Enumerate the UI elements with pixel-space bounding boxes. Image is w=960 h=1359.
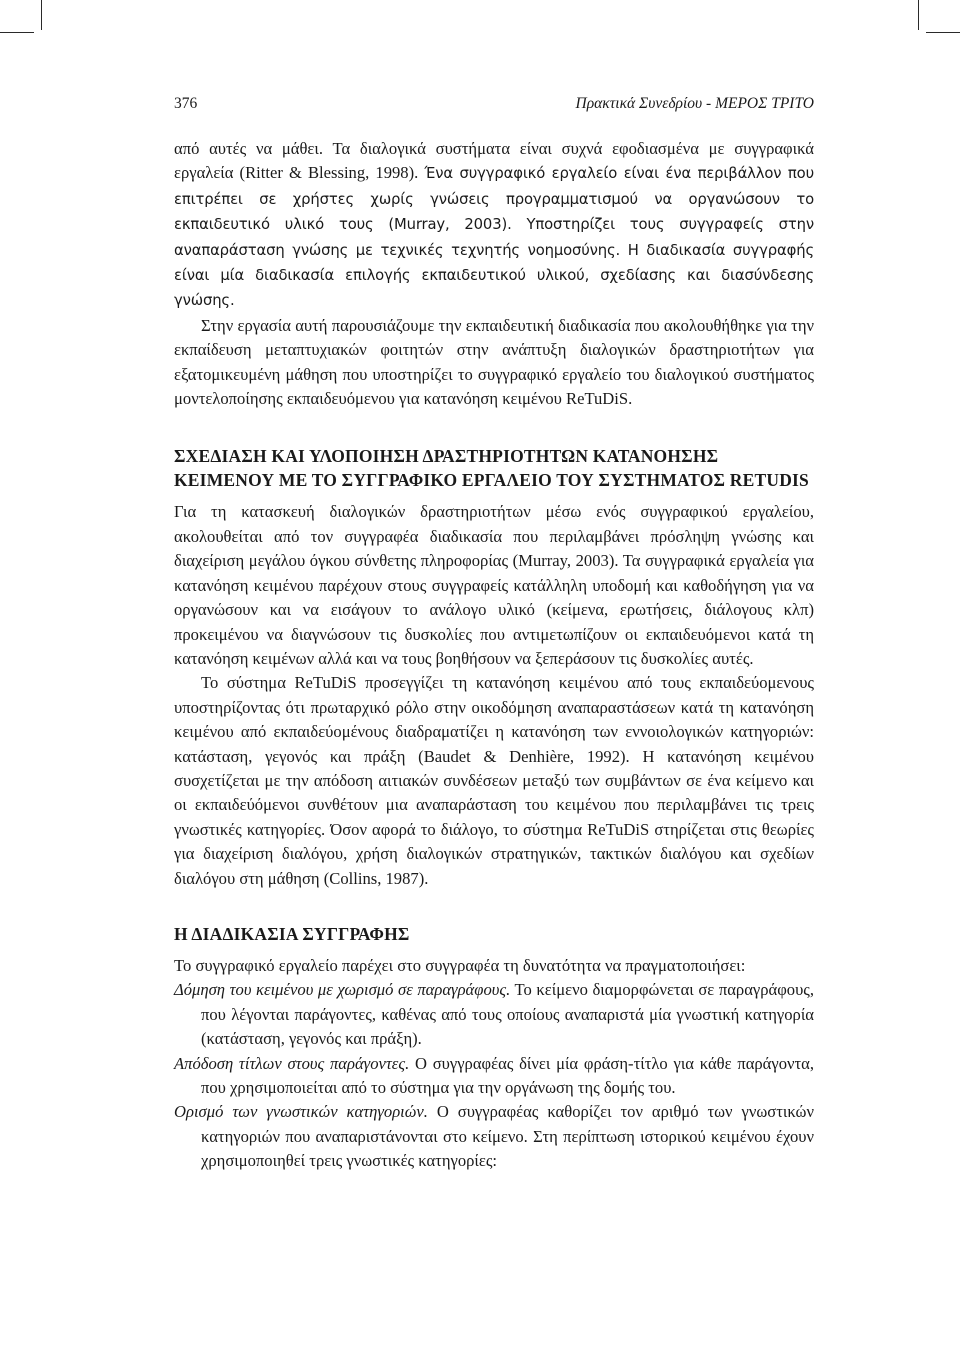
definition-text: Ο συγγραφέας καθορίζει τον αριθμό των γνωστικών κατηγοριών που αναπαριστάνονται στο κείμενο. Στη περίπτωση ιστορικού κειμένου έχουν χρησιμοποιηθεί τρεις γνωστικές κατηγορίες: <box>201 1102 814 1171</box>
page-number: 376 <box>174 95 198 112</box>
crop-mark-left-h <box>0 32 34 33</box>
definition-term: Απόδοση τίτλων στους παράγοντες. <box>174 1053 410 1073</box>
definition-item <box>174 1100 814 1173</box>
intro-paragraph-2: Στην εργασία αυτή παρουσιάζουμε την εκπαιδευτική διαδικασία που ακολουθήθηκε για την εκπαίδευση μεταπτυχιακών φοιτητών στην ανάπτυξη διαλογικών δραστηριοτήτων για εξατομικευμένη μάθηση που υποστηρίζει το συγγραφικό εργαλείο του διαλογικού συστήματος μοντελοποίησης εκπαιδευόμενου για κατανόηση κειμένου ReTuDiS. <box>174 315 814 409</box>
definition-term: Ορισμό των γνωστικών κατηγοριών. <box>174 1102 428 1122</box>
crop-mark-right-h <box>926 32 960 33</box>
page <box>174 92 814 1174</box>
section-title-authoring: Η ΔΙΑΔΙΚΑΣΙΑ ΣΥΓΓΡΑΦΗΣ <box>174 923 410 944</box>
authoring-intro: Το συγγραφικό εργαλείο παρέχει στο συγγραφέα τη δυνατότητα να πραγματοποιήσει: <box>174 955 746 975</box>
section-title-design: ΣΧΕΔΙΑΣΗ ΚΑΙ ΥΛΟΠΟΙΗΣΗ ΔΡΑΣΤΗΡΙΟΤΗΤΩΝ ΚΑΤΑΝΟΗΣΗΣ ΚΕΙΜΕΝΟΥ ΜΕ ΤΟ ΣΥΓΓΡΑΦΙΚΟ ΕΡΓΑΛΕΙΟ ΤΟΥ ΣΥΣΤΗΜΑΤΟΣ RETUDIS <box>174 446 809 491</box>
intro-text: από αυτές να μάθει. Τα διαλογικά συστήματα είναι συχνά εφοδιασμένα με συγγραφικά εργαλεία (Ritter & Blessing, 1998). <box>174 139 814 183</box>
definition-text: Το κείμενο διαμορφώνεται σε παραγράφους, που λέγονται παράγοντες, καθένας από τους οποίους αναπαριστά μία γνωστική κατηγορία (κατάσταση, γεγονός και πράξη). <box>201 980 815 1049</box>
crop-mark-left <box>41 0 42 30</box>
running-head <box>174 92 814 116</box>
journal-title: Πρακτικά Συνεδρίου - ΜΕΡΟΣ ΤΡΙΤΟ <box>575 95 814 112</box>
definition-item <box>174 978 814 1051</box>
body-text <box>174 137 814 1174</box>
definition-term: Δόμηση του κειμένου με χωρισμό σε παραγράφους. <box>174 980 511 1000</box>
design-paragraph-1: Για τη κατασκευή διαλογικών δραστηριοτήτων μέσω ενός συγγραφικού εργαλείου, ακολουθείται από τον συγγραφέα διαδικασία που περιλαμβάνει πρόσληψη γνώσης και διαχείριση μεγάλου όγκου σύνθετης πληροφορίας (Murray, 2003). Τα συγγραφικά εργαλεία για κατανόηση κειμένου παρέχουν στους συγγραφείς κατάλληλη υποδομή και καθοδήγηση για να οργανώσουν και να εισάγουν το ανάλογο υλικό (κείμενα, ερωτήσεις, διάλογους κλπ) προκειμένου να διαγνώσουν τις δυσκολίες που αντιμετωπίζουν οι εκπαιδευόμενοι κατά τη κατανόηση κειμένων αλλά και να τους βοηθήσουν να ξεπεράσουν τις δυσκολίες αυτές. <box>174 502 814 668</box>
definition-text: Ο συγγραφέας δίνει μία φράση-τίτλο για κάθε παράγοντα, που χρησιμοποιείται από το σύστημα για την οργάνωση της δομής του. <box>201 1053 815 1097</box>
intro-paragraph-1 <box>174 137 814 314</box>
definition-item <box>174 1052 814 1101</box>
intro-sans-text: Ένα συγγραφικό εργαλείο είναι ένα περιβάλλον που επιτρέπει σε χρήστες χωρίς γνώσεις προγραμματισμού να οργανώσουν το εκπαιδευτικό υλικό τους (Murray, 2003). Υποστηρίζει τους συγγραφείς στην αναπαράσταση γνώσης με τεχνικές τεχνητής νοημοσύνης. Η διαδικασία συγγραφής είναι μία διαδικασία επιλογής εκπαιδευτικού υλικού, σχεδίασης και διασύνδεσης γνώσης. <box>174 165 814 310</box>
crop-mark-right <box>918 0 919 30</box>
design-paragraph-2: Το σύστημα ReTuDiS προσεγγίζει τη κατανόηση κειμένου από τους εκπαιδεύομενους υποστηρίζοντας ότι πρωταρχικό ρόλο στην οικοδόμηση αναπαραστάσεων κατά τη κατανόηση κειμένου από εκπαιδεύομένους διαδραματίζει η κατανόηση των εννοιολογικών κατηγοριών: κατάσταση, γεγονός και πράξη (Baudet & Denhière, 1992). Η κατανόηση κειμένου συσχετίζεται με την απόδοση αιτιακών συνδέσεων μεταξύ των συμβάντων σε ένα κείμενο και οι εκπαιδεύόμενοι συνθέτουν μια αναπαράσταση του κειμένου που περιλαμβάνει τις τρεις γνωστικές κατηγορίες. Όσον αφορά το διάλογο, το σύστημα ReTuDiS στηρίζεται στις θεωρίες για διαχείριση διαλόγου, χρήση διαλογικών στρατηγικών, τακτικών διαλόγου και σχεδίων διαλόγου στη μάθηση (Collins, 1987). <box>174 673 814 888</box>
